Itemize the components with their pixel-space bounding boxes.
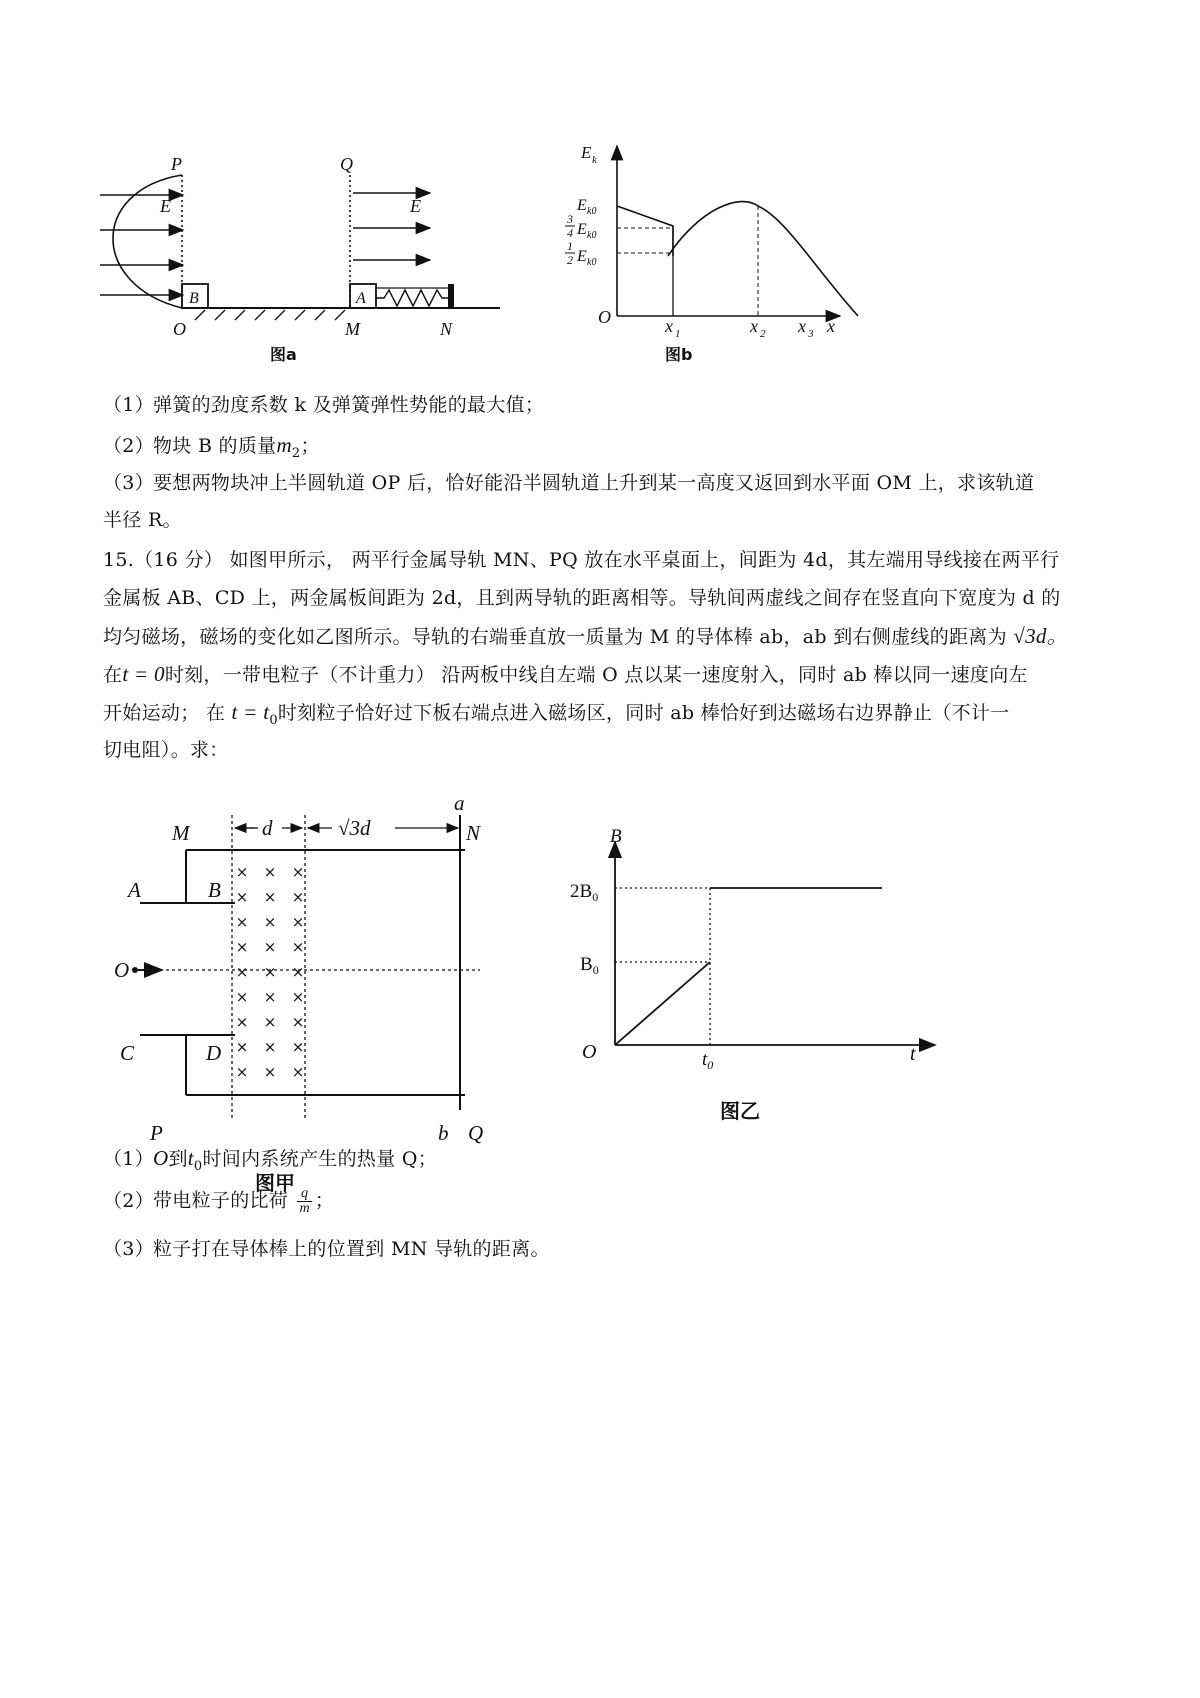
x1-label: x (665, 316, 673, 336)
svg-text:×: × (263, 888, 277, 906)
origin-label: O (598, 307, 611, 327)
label-M: M (345, 319, 360, 339)
label-2B0: $2B_0$ (570, 881, 599, 904)
ek0-label: E (577, 197, 587, 214)
svg-text:×: × (263, 1013, 277, 1031)
math-m: m (276, 433, 292, 457)
item-text: 弹簧的劲度系数 k 及弹簧弹性势能的最大值； (153, 394, 545, 416)
axis-y-sub: k (592, 154, 597, 166)
x1-sub: 1 (675, 328, 681, 340)
ek0-sub: k0 (587, 206, 597, 217)
figure-b (555, 138, 855, 398)
frac12-sub: k0 (587, 257, 597, 268)
svg-text:×: × (263, 863, 277, 881)
fraction-q-over-m: $\frac{q}{m}$ (299, 1186, 310, 1216)
q15-line-6: 切电阻）。求： (103, 739, 229, 761)
q15-line-4 (103, 661, 1028, 688)
item-number: （2） (103, 435, 154, 457)
svg-text:×: × (291, 863, 305, 881)
item-number: （1） (103, 394, 154, 416)
item-text: 粒子打在导体棒上的位置到 MN 导轨的距离。 (153, 1238, 550, 1260)
q14-item-3-line2 (103, 507, 182, 533)
frac12-num: 1 (567, 239, 573, 253)
item-text: 物块 B 的质量 (153, 435, 277, 457)
q15-line-5-sub: 0 (269, 712, 278, 728)
item-number: （3） (103, 472, 154, 494)
svg-text:×: × (235, 1038, 249, 1056)
frac12-E: E (577, 248, 587, 265)
axis-y-label: E (581, 143, 592, 162)
x2-label: x (750, 316, 758, 336)
q15-line-1: 15.（16 分） 如图甲所示， 两平行金属导轨 MN、PQ 放在水平桌面上，间距为 4d，其左端用导线接在两平行 (103, 549, 1060, 571)
x2-sub: 2 (760, 328, 766, 340)
figure-jia-caption: 图甲 (255, 1171, 295, 1195)
item-text-end: ； (314, 1189, 335, 1212)
figure-a-caption: 图a (270, 345, 297, 364)
svg-text:×: × (291, 1013, 305, 1031)
label-O: O (114, 958, 130, 982)
label-N: N (466, 821, 481, 845)
q14-item-3-line1 (103, 470, 1034, 496)
label-O: O (173, 319, 186, 339)
q15-line-2: 金属板 AB、CD 上，两金属板间距为 2d，且到两导轨的距离相等。导轨间两虚线之间存在竖直向下宽度为 d 的 (103, 587, 1061, 609)
svg-text:×: × (291, 1063, 305, 1081)
svg-text:×: × (235, 1063, 249, 1081)
svg-text:×: × (291, 963, 305, 981)
axis-x-label: x (827, 316, 835, 336)
svg-text:×: × (235, 863, 249, 881)
q15-line-3-math: √3d。 (1013, 624, 1068, 648)
item-text: 带电粒子的比荷 (153, 1189, 289, 1212)
label-D: D (206, 1041, 222, 1065)
q15-item-2 (103, 1187, 334, 1216)
svg-text:×: × (263, 1063, 277, 1081)
item-number: （1） (103, 1148, 154, 1170)
label-A: A (356, 290, 366, 307)
figure-yi-caption: 图乙 (720, 1099, 760, 1123)
svg-text:×: × (235, 963, 249, 981)
q15-item-1 (103, 1145, 437, 1180)
item-text-end: ； (300, 435, 320, 457)
frac34-num: 3 (567, 212, 573, 226)
svg-text:×: × (263, 988, 277, 1006)
svg-text:×: × (291, 1038, 305, 1056)
math-sub: 2 (291, 445, 301, 461)
axis-x-label: t (910, 1043, 916, 1065)
q15-line-3 (103, 623, 1068, 650)
origin-label: O (582, 1041, 597, 1063)
svg-text:×: × (291, 938, 305, 956)
q15-item-3 (103, 1236, 550, 1262)
q15-line-4-math: t = 0 (122, 662, 165, 686)
label-C: C (120, 1041, 135, 1065)
label-a: a (454, 791, 465, 815)
svg-text:×: × (263, 963, 277, 981)
math-t: t (187, 1146, 194, 1170)
label-B: B (189, 290, 199, 307)
svg-text:×: × (291, 988, 305, 1006)
axis-y-label: B (610, 826, 622, 847)
label-P: P (150, 1121, 163, 1145)
math-sub: 0 (193, 1158, 203, 1174)
item-text-mid: 到 (168, 1148, 188, 1170)
label-A: A (128, 878, 141, 902)
q14-item-1 (103, 392, 544, 418)
math-O: O (153, 1146, 169, 1170)
label-P: P (171, 154, 182, 174)
x3-sub: 3 (808, 328, 814, 340)
q15-line-5-math: t = t (231, 700, 270, 724)
figure-yi (570, 820, 950, 1170)
figure-jia (114, 791, 520, 1195)
frac34-den: 4 (567, 226, 573, 240)
item-number: （2） (103, 1189, 154, 1212)
label-B0: $B_0$ (580, 954, 599, 977)
item-text: 半径 R。 (103, 509, 182, 531)
svg-text:×: × (263, 913, 277, 931)
q15-line-5 (103, 699, 1009, 734)
frac12-den: 2 (567, 253, 573, 267)
item-text: 要想两物块冲上半圆轨道 OP 后，恰好能沿半圆轨道上升到某一高度又返回到水平面 OM 上，求该轨道 (153, 472, 1035, 494)
svg-text:×: × (235, 1013, 249, 1031)
x3-label: x (798, 316, 806, 336)
label-b: b (438, 1121, 449, 1145)
label-d: d (262, 816, 273, 840)
svg-text:×: × (291, 888, 305, 906)
label-M: M (172, 821, 190, 845)
q15-line-5-pre: 开始运动； 在 (103, 702, 226, 724)
item-text: 时间内系统产生的热量 Q； (202, 1148, 438, 1170)
frac34-sub: k0 (587, 230, 597, 241)
item-number: （3） (103, 1238, 154, 1260)
svg-text:×: × (235, 913, 249, 931)
q15-line-4-text: 时刻，一带电粒子（不计重力） 沿两板中线自左端 O 点以某一速度射入，同时 ab 棒以同一速度向左 (164, 664, 1028, 686)
svg-text:×: × (235, 988, 249, 1006)
label-Q: Q (468, 1121, 484, 1145)
svg-text:×: × (291, 913, 305, 931)
svg-text:×: × (235, 888, 249, 906)
q15-line-3-text: 均匀磁场，磁场的变化如乙图所示。导轨的右端垂直放一质量为 M 的导体棒 ab，ab 到右侧虚线的距离为 (103, 626, 1007, 648)
label-N: N (440, 319, 453, 339)
svg-text:×: × (263, 1038, 277, 1056)
figure-b-caption: 图b (665, 345, 693, 364)
label-sqrt3d: √3d (338, 816, 371, 840)
q14-item-2 (103, 432, 320, 467)
figure-a (95, 150, 555, 400)
label-t0: $t_0$ (702, 1049, 714, 1072)
label-B: B (208, 878, 221, 902)
label-Q: Q (340, 154, 353, 174)
q15-line-5-text: 时刻粒子恰好过下板右端点进入磁场区，同时 ab 棒恰好到达磁场右边界静止（不计一 (277, 702, 1010, 724)
label-E-right: E (410, 196, 421, 216)
frac34-E: E (577, 221, 587, 238)
q15-line-4-pre: 在 (103, 664, 123, 686)
svg-text:×: × (235, 938, 249, 956)
svg-text:×: × (263, 938, 277, 956)
label-E-left: E (160, 196, 171, 216)
